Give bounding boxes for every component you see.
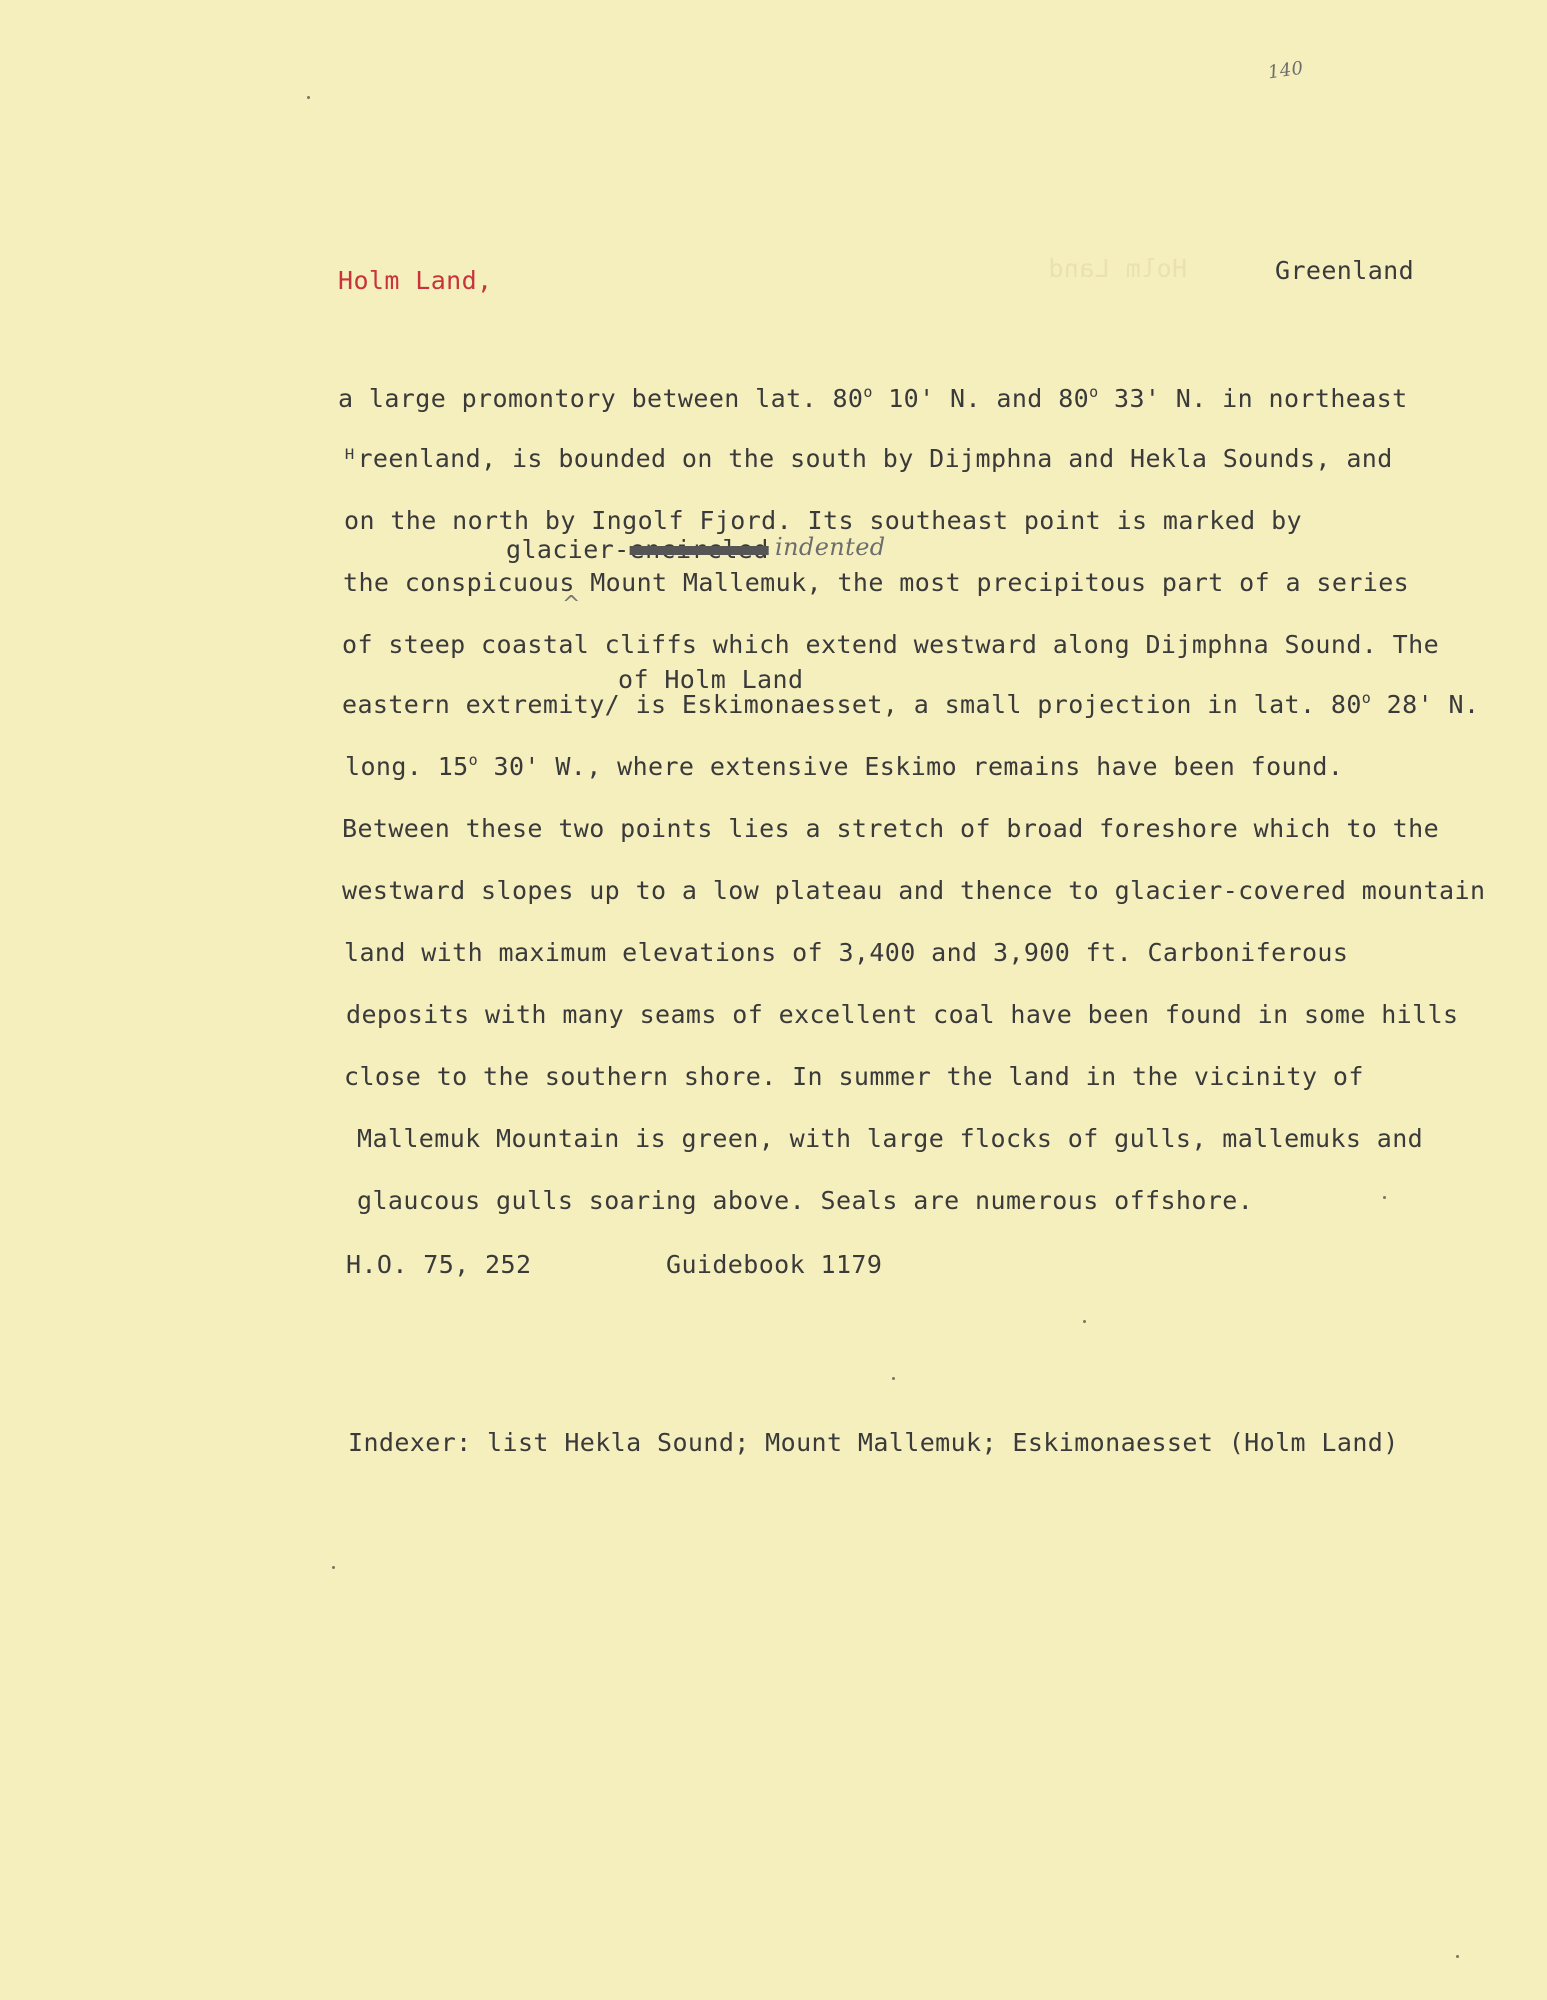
body-line-4: the conspicuous Mount Mallemuk, the most precipitous part of a series: [343, 568, 1410, 597]
body-line-8: Between these two points lies a stretch of broad foreshore which to the: [342, 814, 1440, 843]
body-line-14: glaucous gulls soaring above. Seals are numerous offshore.: [357, 1186, 1254, 1215]
show-through-text: Holm Land: [1048, 254, 1188, 283]
reference-guidebook: Guidebook 1179: [666, 1250, 883, 1279]
insertion-caret: ^: [562, 592, 581, 617]
body-line-1: a large promontory between lat. 80$^o$ 10' N. and 80$^o$ 33' N. in northeast: [338, 383, 1408, 413]
paper-speck: [1083, 1320, 1086, 1323]
region-label: Greenland: [1275, 256, 1415, 285]
body-line-9: westward slopes up to a low plateau and thence to glacier-covered mountain: [342, 876, 1486, 905]
struck-word: encircled: [629, 535, 769, 564]
body-line-7: long. 15$^o$ 30' W., where extensive Eskimo remains have been found.: [345, 751, 1344, 781]
body-line-11: deposits with many seams of excellent coal have been found in some hills: [346, 1000, 1459, 1029]
paper-speck: [1456, 1955, 1459, 1958]
indexer-note: Indexer: list Hekla Sound; Mount Mallemuk; Eskimonaesset (Holm Land): [348, 1428, 1399, 1457]
paper-speck: [1383, 1196, 1386, 1199]
body-line-3: on the north by Ingolf Fjord. Its southeast point is marked by: [344, 506, 1302, 535]
page-number: 140: [1266, 57, 1305, 84]
interlinear-insert-holm: of Holm Land: [618, 665, 804, 694]
paper-speck: [307, 96, 310, 99]
body-line-10: land with maximum elevations of 3,400 and 3,900 ft. Carboniferous: [344, 938, 1349, 967]
body-line-5: of steep coastal cliffs which extend westward along Dijmphna Sound. The: [342, 630, 1440, 659]
reference-ho: H.O. 75, 252: [346, 1250, 532, 1279]
body-line-6: eastern extremity/ is Eskimonaesset, a small projection in lat. 80$^o$ 28' N.: [342, 689, 1480, 719]
handwritten-insert: indented: [775, 533, 886, 561]
paper-speck: [892, 1377, 895, 1380]
entry-title: Holm Land,: [338, 266, 493, 295]
body-line-12: close to the southern shore. In summer the land in the vicinity of: [344, 1062, 1364, 1091]
interlinear-insert-glacier: glacier-encircled: [506, 535, 769, 564]
body-line-2: ᴴreenland, is bounded on the south by Dijmphna and Hekla Sounds, and: [342, 444, 1393, 473]
paper-speck: [332, 1566, 335, 1569]
body-line-13: Mallemuk Mountain is green, with large flocks of gulls, mallemuks and: [357, 1124, 1424, 1153]
